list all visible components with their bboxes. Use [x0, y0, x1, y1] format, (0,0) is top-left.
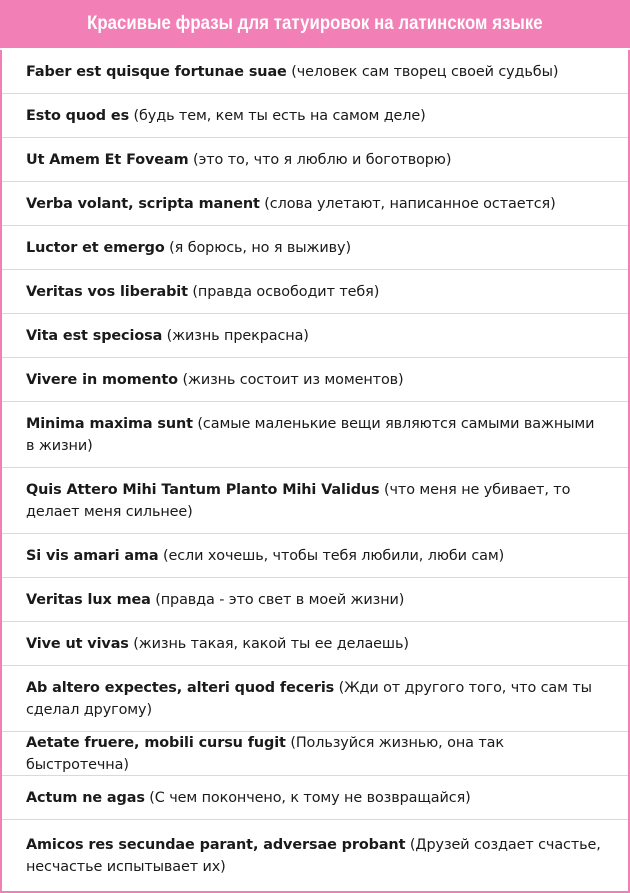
header-banner	[0, 0, 630, 48]
table-row	[2, 534, 628, 578]
latin-phrase: Vive ut vivas	[26, 635, 129, 652]
table-row	[2, 182, 628, 226]
phrase-translation: (правда - это свет в моей жизни)	[150, 591, 405, 608]
phrase-text	[26, 105, 426, 127]
phrase-text	[26, 193, 556, 215]
phrase-text	[26, 677, 604, 721]
phrase-text	[26, 369, 404, 391]
table-row	[2, 776, 628, 820]
phrase-text	[26, 732, 604, 776]
latin-phrase: Vita est speciosa	[26, 327, 163, 344]
latin-phrase: Ab altero expectes, alteri quod feceris	[26, 679, 335, 696]
latin-phrase: Aetate fruere, mobili cursu fugit	[26, 734, 286, 751]
latin-phrase: Faber est quisque fortunae suae	[26, 63, 287, 80]
table-row	[2, 314, 628, 358]
phrase-translation: (С чем покончено, к тому не возвращайся)	[144, 789, 471, 806]
latin-phrase: Luctor et emergo	[26, 239, 165, 256]
table-row	[2, 226, 628, 270]
table-row	[2, 820, 628, 891]
table-row	[2, 138, 628, 182]
phrase-text	[26, 633, 409, 655]
phrase-text	[26, 787, 471, 809]
latin-phrase: Esto quod es	[26, 107, 130, 124]
phrase-translation: (будь тем, кем ты есть на самом деле)	[129, 107, 426, 124]
phrase-translation: (жизнь состоит из моментов)	[177, 371, 404, 388]
phrase-text	[26, 589, 404, 611]
table-row	[2, 50, 628, 94]
table-row	[2, 622, 628, 666]
phrase-text	[26, 281, 379, 303]
phrase-text	[26, 149, 451, 171]
table-row	[2, 358, 628, 402]
table-row	[2, 270, 628, 314]
phrase-translation: (человек сам творец своей судьбы)	[286, 63, 559, 80]
latin-phrase: Verba volant, scripta manent	[26, 195, 260, 212]
phrase-translation: (Пользуйся жизнью, она так быстротечна)	[26, 734, 504, 773]
table-row	[2, 666, 628, 732]
phrase-translation: (жизнь такая, какой ты ее делаешь)	[128, 635, 409, 652]
phrase-text	[26, 61, 558, 83]
phrase-translation: (если хочешь, чтобы тебя любили, люби сам)	[158, 547, 505, 564]
phrase-translation: (это то, что я люблю и боготворю)	[188, 151, 452, 168]
latin-phrase: Si vis amari ama	[26, 547, 159, 564]
phrase-translation: (слова улетают, написанное остается)	[259, 195, 556, 212]
latin-phrase: Veritas lux mea	[26, 591, 151, 608]
latin-phrase: Veritas vos liberabit	[26, 283, 188, 300]
phrase-translation: (жизнь прекрасна)	[162, 327, 309, 344]
table-row	[2, 468, 628, 534]
latin-phrase: Ut Amem Et Foveam	[26, 151, 189, 168]
latin-phrase: Amicos res secundae parant, adversae probant	[26, 836, 406, 853]
phrase-translation: (самые маленькие вещи являются самыми важными в жизни)	[26, 415, 595, 454]
latin-phrase: Minima maxima sunt	[26, 415, 193, 432]
latin-phrase: Quis Attero Mihi Tantum Planto Mihi Validus	[26, 481, 380, 498]
phrase-text	[26, 325, 309, 347]
latin-phrase: Actum ne agas	[26, 789, 145, 806]
phrase-text	[26, 413, 604, 457]
latin-phrase: Vivere in momento	[26, 371, 178, 388]
phrase-text	[26, 834, 604, 878]
phrase-translation: (что меня не убивает, то делает меня сильнее)	[26, 481, 571, 520]
phrase-translation: (Друзей создает счастье, несчастье испытывает их)	[26, 836, 601, 875]
phrase-translation: (Жди от другого того, что сам ты сделал другому)	[26, 679, 592, 718]
table-row	[2, 732, 628, 776]
page-title: Красивые фразы для татуировок на латинском языке	[87, 13, 543, 34]
table-row	[2, 578, 628, 622]
table-row	[2, 94, 628, 138]
phrase-text	[26, 545, 504, 567]
phrase-translation: (я борюсь, но я выживу)	[164, 239, 351, 256]
phrases-table	[0, 50, 630, 893]
phrase-text	[26, 479, 604, 523]
table-row	[2, 402, 628, 468]
phrase-text	[26, 237, 351, 259]
phrase-translation: (правда освободит тебя)	[187, 283, 380, 300]
